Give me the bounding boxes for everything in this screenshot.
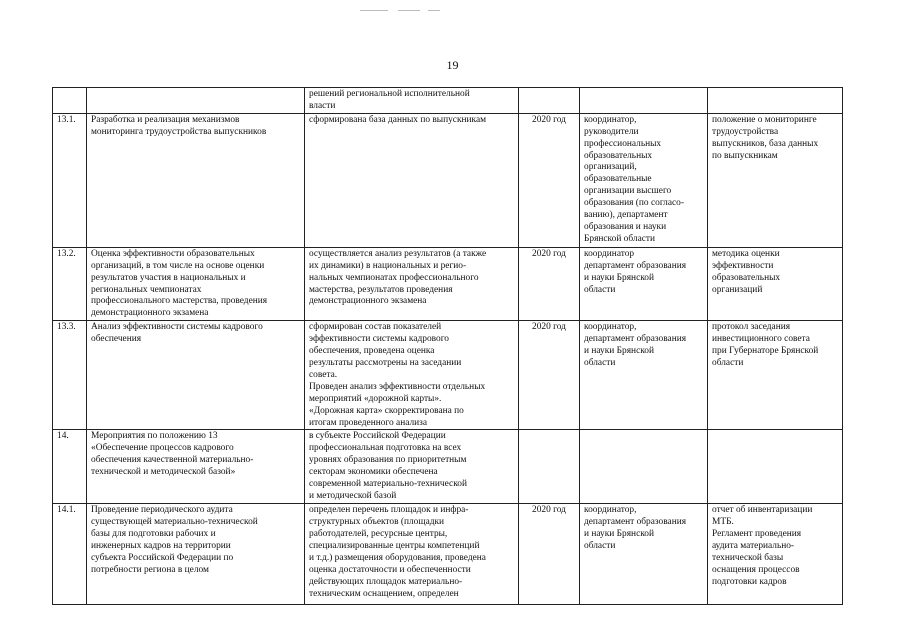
row-number [53, 88, 87, 114]
table-row [53, 430, 843, 504]
table-row [53, 504, 843, 605]
year-cell: 2020 год [519, 504, 580, 605]
page-number: 19 [446, 58, 459, 72]
result-cell: решений региональной исполнительной власти [305, 88, 519, 114]
result-cell: сформирован состав показателей эффективности системы кадрового обеспечения, проведена оценка результаты рассмотрены на заседании совета. Проведен анализ эффективности отдельных мероприятий «дорожной карты». «Дорожная карта» скорректирована по итогам проведенного анализа [305, 321, 519, 430]
table-row [53, 88, 843, 114]
row-number: 14. [53, 430, 87, 504]
executor-cell [580, 430, 708, 504]
executor-cell: координатор, департамент образования и науки Брянской области [580, 504, 708, 605]
table-row [53, 321, 843, 430]
measure-cell: Проведение периодического аудита существующей материально-технической базы для подготовки рабочих и инженерных кадров на территории субъекта Российской Федерации по потребности региона в целом [87, 504, 305, 605]
document-cell [708, 430, 843, 504]
year-cell: 2020 год [519, 247, 580, 320]
document-cell: отчет об инвентаризации МТБ. Регламент проведения аудита материально- технической базы оснащения процессов подготовки кадров [708, 504, 843, 605]
result-cell: осуществляется анализ результатов (а также их динамики) в национальных и регио- нальных чемпионатах профессионального мастерства, результатов проведения демонстрационного экзамена [305, 247, 519, 320]
measure-cell: Оценка эффективности образовательных организаций, в том числе на основе оценки результатов участия в национальных и региональных чемпионатах профессионального мастерства, проведения демонстрационного экзамена [87, 247, 305, 320]
result-cell: сформирована база данных по выпускникам [305, 113, 519, 247]
table-row [53, 113, 843, 247]
year-cell [519, 88, 580, 114]
year-cell: 2020 год [519, 113, 580, 247]
year-cell: 2020 год [519, 321, 580, 430]
executor-cell: координатор департамент образования и науки Брянской области [580, 247, 708, 320]
row-number: 13.2. [53, 247, 87, 320]
measure-cell: Мероприятия по положению 13 «Обеспечение процессов кадрового обеспечения качественной материально- технической и методической базой» [87, 430, 305, 504]
result-cell: в субъекте Российской Федерации профессиональная подготовка на всех уровнях образования по приоритетным секторам экономики обеспечена современной материально-технической и методической базой [305, 430, 519, 504]
scan-artifact-line [428, 10, 440, 11]
scan-artifact-line [360, 10, 388, 11]
result-cell: определен перечень площадок и инфра- структурных объектов (площадки работодателей, ресурсные центры, специализированные центры компетенций и т.д.) размещения оборудования, проведена оценка достаточности и обеспеченности действующих площадок материально- техническим оснащением, определен [305, 504, 519, 605]
executor-cell: координатор, департамент образования и науки Брянской области [580, 321, 708, 430]
plan-table [52, 87, 843, 605]
document-cell [708, 88, 843, 114]
scan-artifact-line [398, 10, 420, 11]
measure-cell: Анализ эффективности системы кадрового обеспечения [87, 321, 305, 430]
document-cell: протокол заседания инвестиционного совета при Губернаторе Брянской области [708, 321, 843, 430]
executor-cell [580, 88, 708, 114]
document-cell: положение о мониторинге трудоустройства выпускников, база данных по выпускникам [708, 113, 843, 247]
executor-cell: координатор, руководители профессиональных образовательных организаций, образовательные организации высшего образования (по согласо- ванию), департамент образования и науки Брянской области [580, 113, 708, 247]
row-number: 13.1. [53, 113, 87, 247]
row-number: 13.3. [53, 321, 87, 430]
measure-cell [87, 88, 305, 114]
row-number: 14.1. [53, 504, 87, 605]
document-cell: методика оценки эффективности образовательных организаций [708, 247, 843, 320]
measure-cell: Разработка и реализация механизмов мониторинга трудоустройства выпускников [87, 113, 305, 247]
year-cell [519, 430, 580, 504]
table-row [53, 247, 843, 320]
